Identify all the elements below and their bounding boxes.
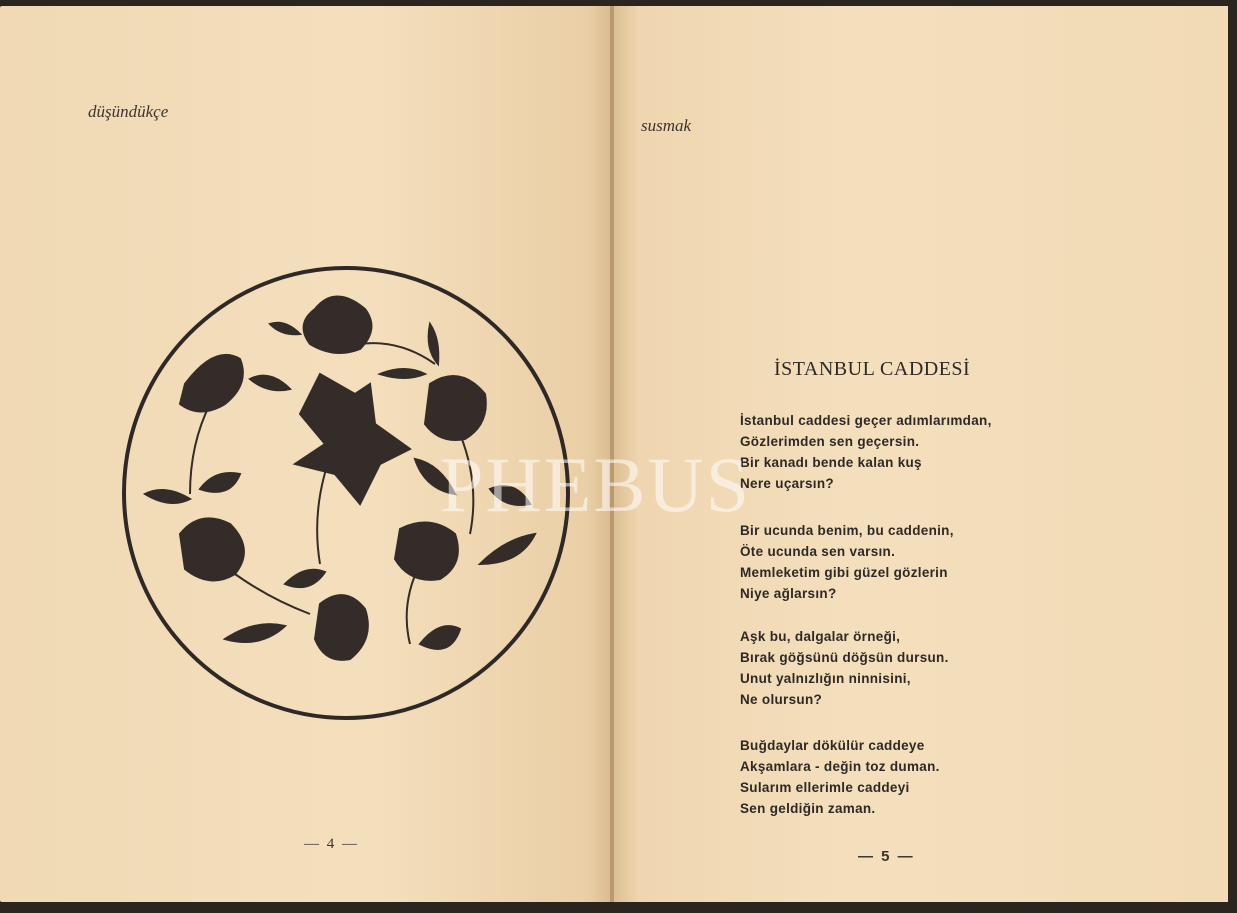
poem-line: Unut yalnızlığın ninnisini, <box>740 671 911 686</box>
poem-line: Buğdaylar dökülür caddeye <box>740 738 925 753</box>
left-page-number: — 4 — <box>304 836 359 852</box>
poem-line: Akşamlara - değin toz duman. <box>740 759 940 774</box>
poem-line: Aşk bu, dalgalar örneği, <box>740 629 901 644</box>
poem-title: İSTANBUL CADDESİ <box>774 358 971 380</box>
poem-line: Niye ağlarsın? <box>740 586 837 601</box>
poem-line: Sularım ellerimle caddeyi <box>740 780 910 795</box>
watermark: PHEBUS <box>440 441 752 528</box>
poem-line: Ne olursun? <box>740 692 823 707</box>
right-running-head: susmak <box>641 116 692 135</box>
right-page-number: — 5 — <box>858 848 915 865</box>
poem-line: Bir kanadı bende kalan kuş <box>740 455 922 470</box>
poem-line: Gözlerimden sen geçersin. <box>740 434 920 449</box>
poem-line: Bir ucunda benim, bu caddenin, <box>740 523 954 538</box>
poem-line: Sen geldiğin zaman. <box>740 801 876 816</box>
poem-line: Öte ucunda sen varsın. <box>740 544 896 559</box>
poem-line: Nere uçarsın? <box>740 476 834 491</box>
stanza-4 <box>740 735 940 819</box>
poem-line: İstanbul caddesi geçer adımlarımdan, <box>740 413 992 428</box>
stanza-1 <box>740 410 992 494</box>
left-running-head: düşündükçe <box>88 102 169 121</box>
stanza-2 <box>740 520 954 604</box>
stanza-3 <box>740 626 949 710</box>
poem-line: Bırak göğsünü döğsün dursun. <box>740 650 949 665</box>
poem-line: Memleketim gibi güzel gözlerin <box>740 565 948 580</box>
